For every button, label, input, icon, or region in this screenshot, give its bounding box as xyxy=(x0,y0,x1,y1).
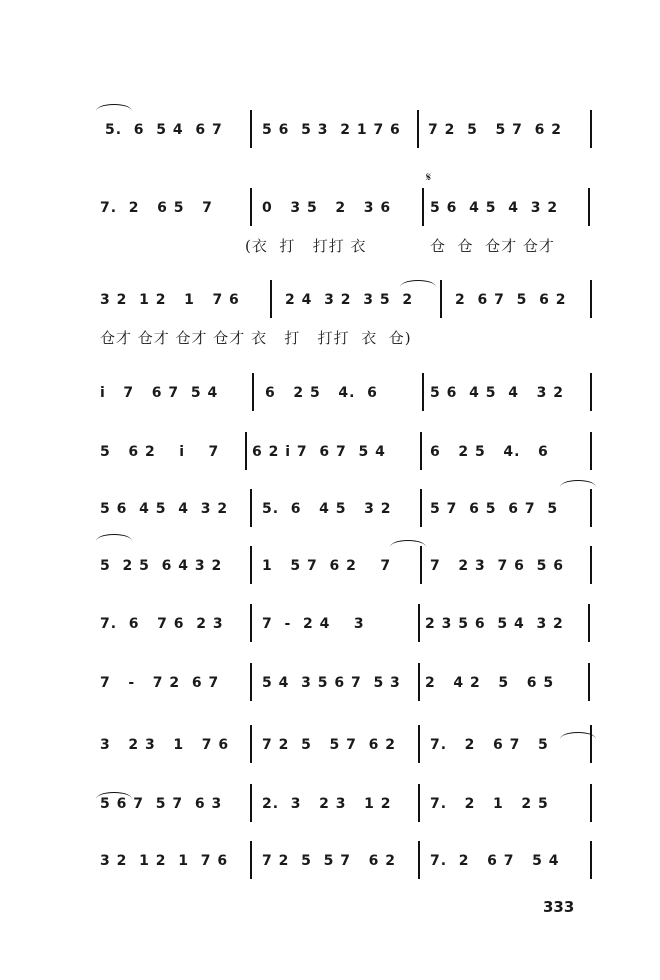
barline xyxy=(418,663,420,701)
lyric-text: 仓 仓 仓才 仓才 xyxy=(430,237,555,255)
measure-notes: 7 - 2 4 3 xyxy=(262,616,365,632)
lyric-text: (衣 打 打打 衣 xyxy=(245,237,367,255)
measure-notes: 6 2 i 7 6 7 5 4 xyxy=(252,444,386,460)
barline xyxy=(418,725,420,763)
barline xyxy=(250,784,252,822)
measure-notes: 7. 2 6 7 5 xyxy=(430,737,549,753)
barline xyxy=(250,110,252,148)
barline xyxy=(590,546,592,584)
measure-notes: 7 - 7 2 6 7 xyxy=(100,675,220,691)
barline xyxy=(590,725,592,763)
barline xyxy=(590,841,592,879)
measure-notes: 5. 6 5 4 6 7 xyxy=(105,122,223,138)
measure-notes: 2 6 7 5 6 2 xyxy=(455,292,567,308)
notation-line xyxy=(0,288,660,312)
barline xyxy=(590,280,592,318)
slur-mark xyxy=(96,104,132,111)
barline xyxy=(250,725,252,763)
notation-line xyxy=(0,849,660,873)
measure-notes: 5 6 5 3 2 1 7 6 xyxy=(262,122,401,138)
slur-mark xyxy=(400,280,436,287)
barline xyxy=(590,784,592,822)
barline xyxy=(252,373,254,411)
measure-notes: 7. 2 6 5 7 xyxy=(100,200,213,216)
notation-line xyxy=(0,196,660,220)
segno-sign: 𝄋 xyxy=(426,170,432,184)
barline xyxy=(250,546,252,584)
barline xyxy=(418,784,420,822)
notation-line xyxy=(0,554,660,578)
measure-notes: 3 2 3 1 7 6 xyxy=(100,737,230,753)
notation-line xyxy=(0,671,660,695)
slur-mark xyxy=(560,480,596,487)
measure-notes: 2 4 3 2 3 5 2 xyxy=(285,292,414,308)
barline xyxy=(422,188,424,226)
barline xyxy=(590,373,592,411)
barline xyxy=(270,280,272,318)
measure-notes: 5 6 4 5 4 3 2 xyxy=(430,385,564,401)
measure-notes: 6 2 5 4. 6 xyxy=(265,385,378,401)
barline xyxy=(422,373,424,411)
barline xyxy=(250,188,252,226)
measure-notes: 5 7 6 5 6 7 5 xyxy=(430,501,559,517)
barline xyxy=(245,432,247,470)
measure-notes: 5 6 4 5 4 3 2 xyxy=(100,501,229,517)
measure-notes: 5 2 5 6 4 3 2 xyxy=(100,558,223,574)
slur-mark xyxy=(560,732,596,739)
measure-notes: 2. 3 2 3 1 2 xyxy=(262,796,392,812)
barline xyxy=(588,188,590,226)
notation-line xyxy=(0,381,660,405)
barline xyxy=(420,546,422,584)
lyric-line xyxy=(0,234,660,258)
measure-notes: 3 2 1 2 1 7 6 xyxy=(100,853,229,869)
slur-mark xyxy=(96,792,132,799)
measure-notes: 5 6 7 5 7 6 3 xyxy=(100,796,223,812)
measure-notes: 7. 6 7 6 2 3 xyxy=(100,616,224,632)
slur-mark xyxy=(96,534,132,541)
notation-line xyxy=(0,497,660,521)
measure-notes: 1 5 7 6 2 7 xyxy=(262,558,392,574)
barline xyxy=(440,280,442,318)
barline xyxy=(420,489,422,527)
lyric-text: 仓才 仓才 仓才 仓才 衣 打 打打 衣 仓) xyxy=(100,329,412,347)
barline xyxy=(250,604,252,642)
barline xyxy=(418,841,420,879)
measure-notes: 7 2 5 5 7 6 2 xyxy=(428,122,562,138)
measure-notes: 7. 2 6 7 5 4 xyxy=(430,853,560,869)
barline xyxy=(420,432,422,470)
measure-notes: 7 2 3 7 6 5 6 xyxy=(430,558,564,574)
barline xyxy=(590,110,592,148)
notation-line xyxy=(0,440,660,464)
measure-notes: 6 2 5 4. 6 xyxy=(430,444,549,460)
measure-notes: 5. 6 4 5 3 2 xyxy=(262,501,392,517)
page-number: 333 xyxy=(543,898,575,916)
barline xyxy=(250,489,252,527)
measure-notes: 7 2 5 5 7 6 2 xyxy=(262,737,396,753)
measure-notes: i 7 6 7 5 4 xyxy=(100,385,219,401)
barline xyxy=(590,432,592,470)
notation-line xyxy=(0,612,660,636)
lyric-line xyxy=(0,326,660,350)
measure-notes: 5 4 3 5 6 7 5 3 xyxy=(262,675,401,691)
measure-notes: 0 3 5 2 3 6 xyxy=(262,200,392,216)
measure-notes: 3 2 1 2 1 7 6 xyxy=(100,292,240,308)
barline xyxy=(250,663,252,701)
barline xyxy=(588,663,590,701)
barline xyxy=(417,110,419,148)
measure-notes: 2 4 2 5 6 5 xyxy=(425,675,555,691)
barline xyxy=(418,604,420,642)
barline xyxy=(250,841,252,879)
notation-line xyxy=(0,118,660,142)
measure-notes: 2 3 5 6 5 4 3 2 xyxy=(425,616,564,632)
measure-notes: 7 2 5 5 7 6 2 xyxy=(262,853,396,869)
barline xyxy=(588,604,590,642)
measure-notes: 7. 2 1 2 5 xyxy=(430,796,549,812)
barline xyxy=(590,489,592,527)
measure-notes: 5 6 4 5 4 3 2 xyxy=(430,200,559,216)
slur-mark xyxy=(390,540,426,547)
measure-notes: 5 6 2 i 7 xyxy=(100,444,220,460)
